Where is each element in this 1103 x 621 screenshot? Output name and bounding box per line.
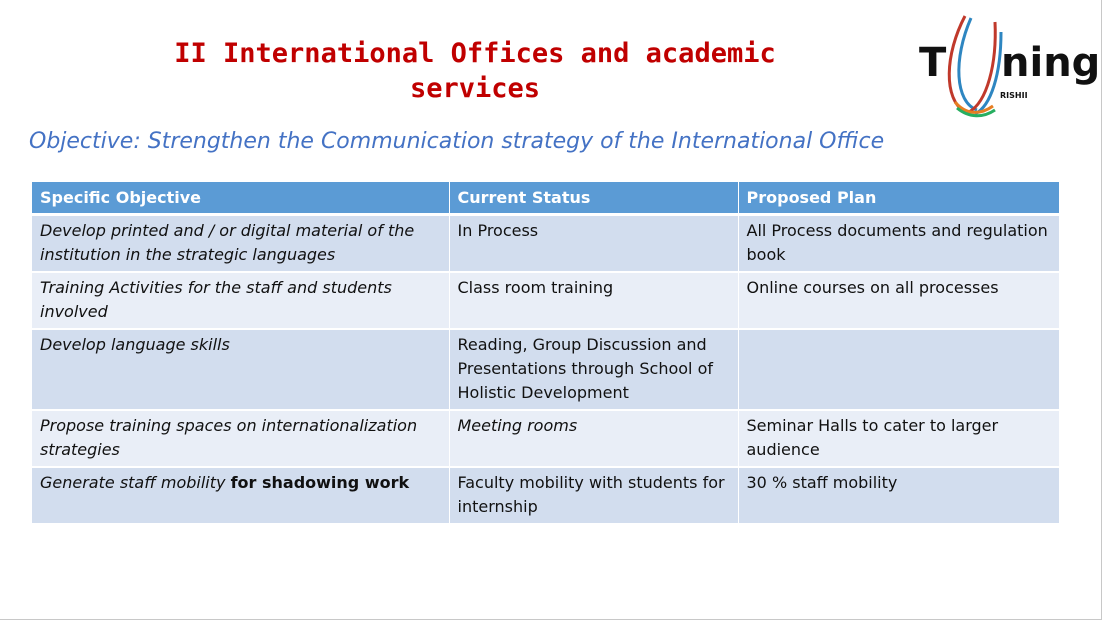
cell-objective-bold: for shadowing work <box>230 473 410 492</box>
table-header-row <box>32 182 1059 215</box>
column-header-objective: Specific Objective <box>32 182 449 215</box>
logo-text: ning <box>1001 40 1101 86</box>
cell-plan <box>738 329 1059 410</box>
page-title <box>100 36 850 106</box>
cell-objective: Develop language skills <box>32 329 449 410</box>
cell-objective: Develop printed and / or digital material of the institution in the strategic languages <box>32 215 449 273</box>
column-header-status: Current Status <box>449 182 738 215</box>
tuning-swoosh-icon <box>935 14 1005 118</box>
plan-table <box>32 182 1060 525</box>
cell-objective: Training Activities for the staff and students involved <box>32 272 449 329</box>
cell-status: Faculty mobility with students for internship <box>449 467 738 524</box>
tuning-logo <box>915 14 1101 124</box>
cell-status: Meeting rooms <box>449 410 738 467</box>
cell-plan: All Process documents and regulation book <box>738 215 1059 273</box>
table-row <box>32 410 1059 467</box>
column-header-plan: Proposed Plan <box>738 182 1059 215</box>
cell-status: Reading, Group Discussion and Presentations through School of Holistic Development <box>449 329 738 410</box>
table-row <box>32 467 1059 524</box>
cell-plan: Online courses on all processes <box>738 272 1059 329</box>
page-title-line-1: II International Offices and academic <box>174 38 776 69</box>
cell-status: Class room training <box>449 272 738 329</box>
logo-subtext: RISHII <box>1000 91 1028 100</box>
page-title-line-2: services <box>409 73 541 104</box>
cell-objective: Propose training spaces on internationalization strategies <box>32 410 449 467</box>
table-row <box>32 215 1059 273</box>
cell-plan: 30 % staff mobility <box>738 467 1059 524</box>
cell-plan: Seminar Halls to cater to larger audience <box>738 410 1059 467</box>
cell-objective-italic: Generate staff mobility <box>40 473 231 492</box>
table-row <box>32 329 1059 410</box>
cell-objective <box>32 467 449 524</box>
objective-heading: Objective: Strengthen the Communication strategy of the International Office <box>29 129 885 154</box>
table-row <box>32 272 1059 329</box>
cell-status: In Process <box>449 215 738 273</box>
logo-letter-t: T <box>919 40 947 86</box>
